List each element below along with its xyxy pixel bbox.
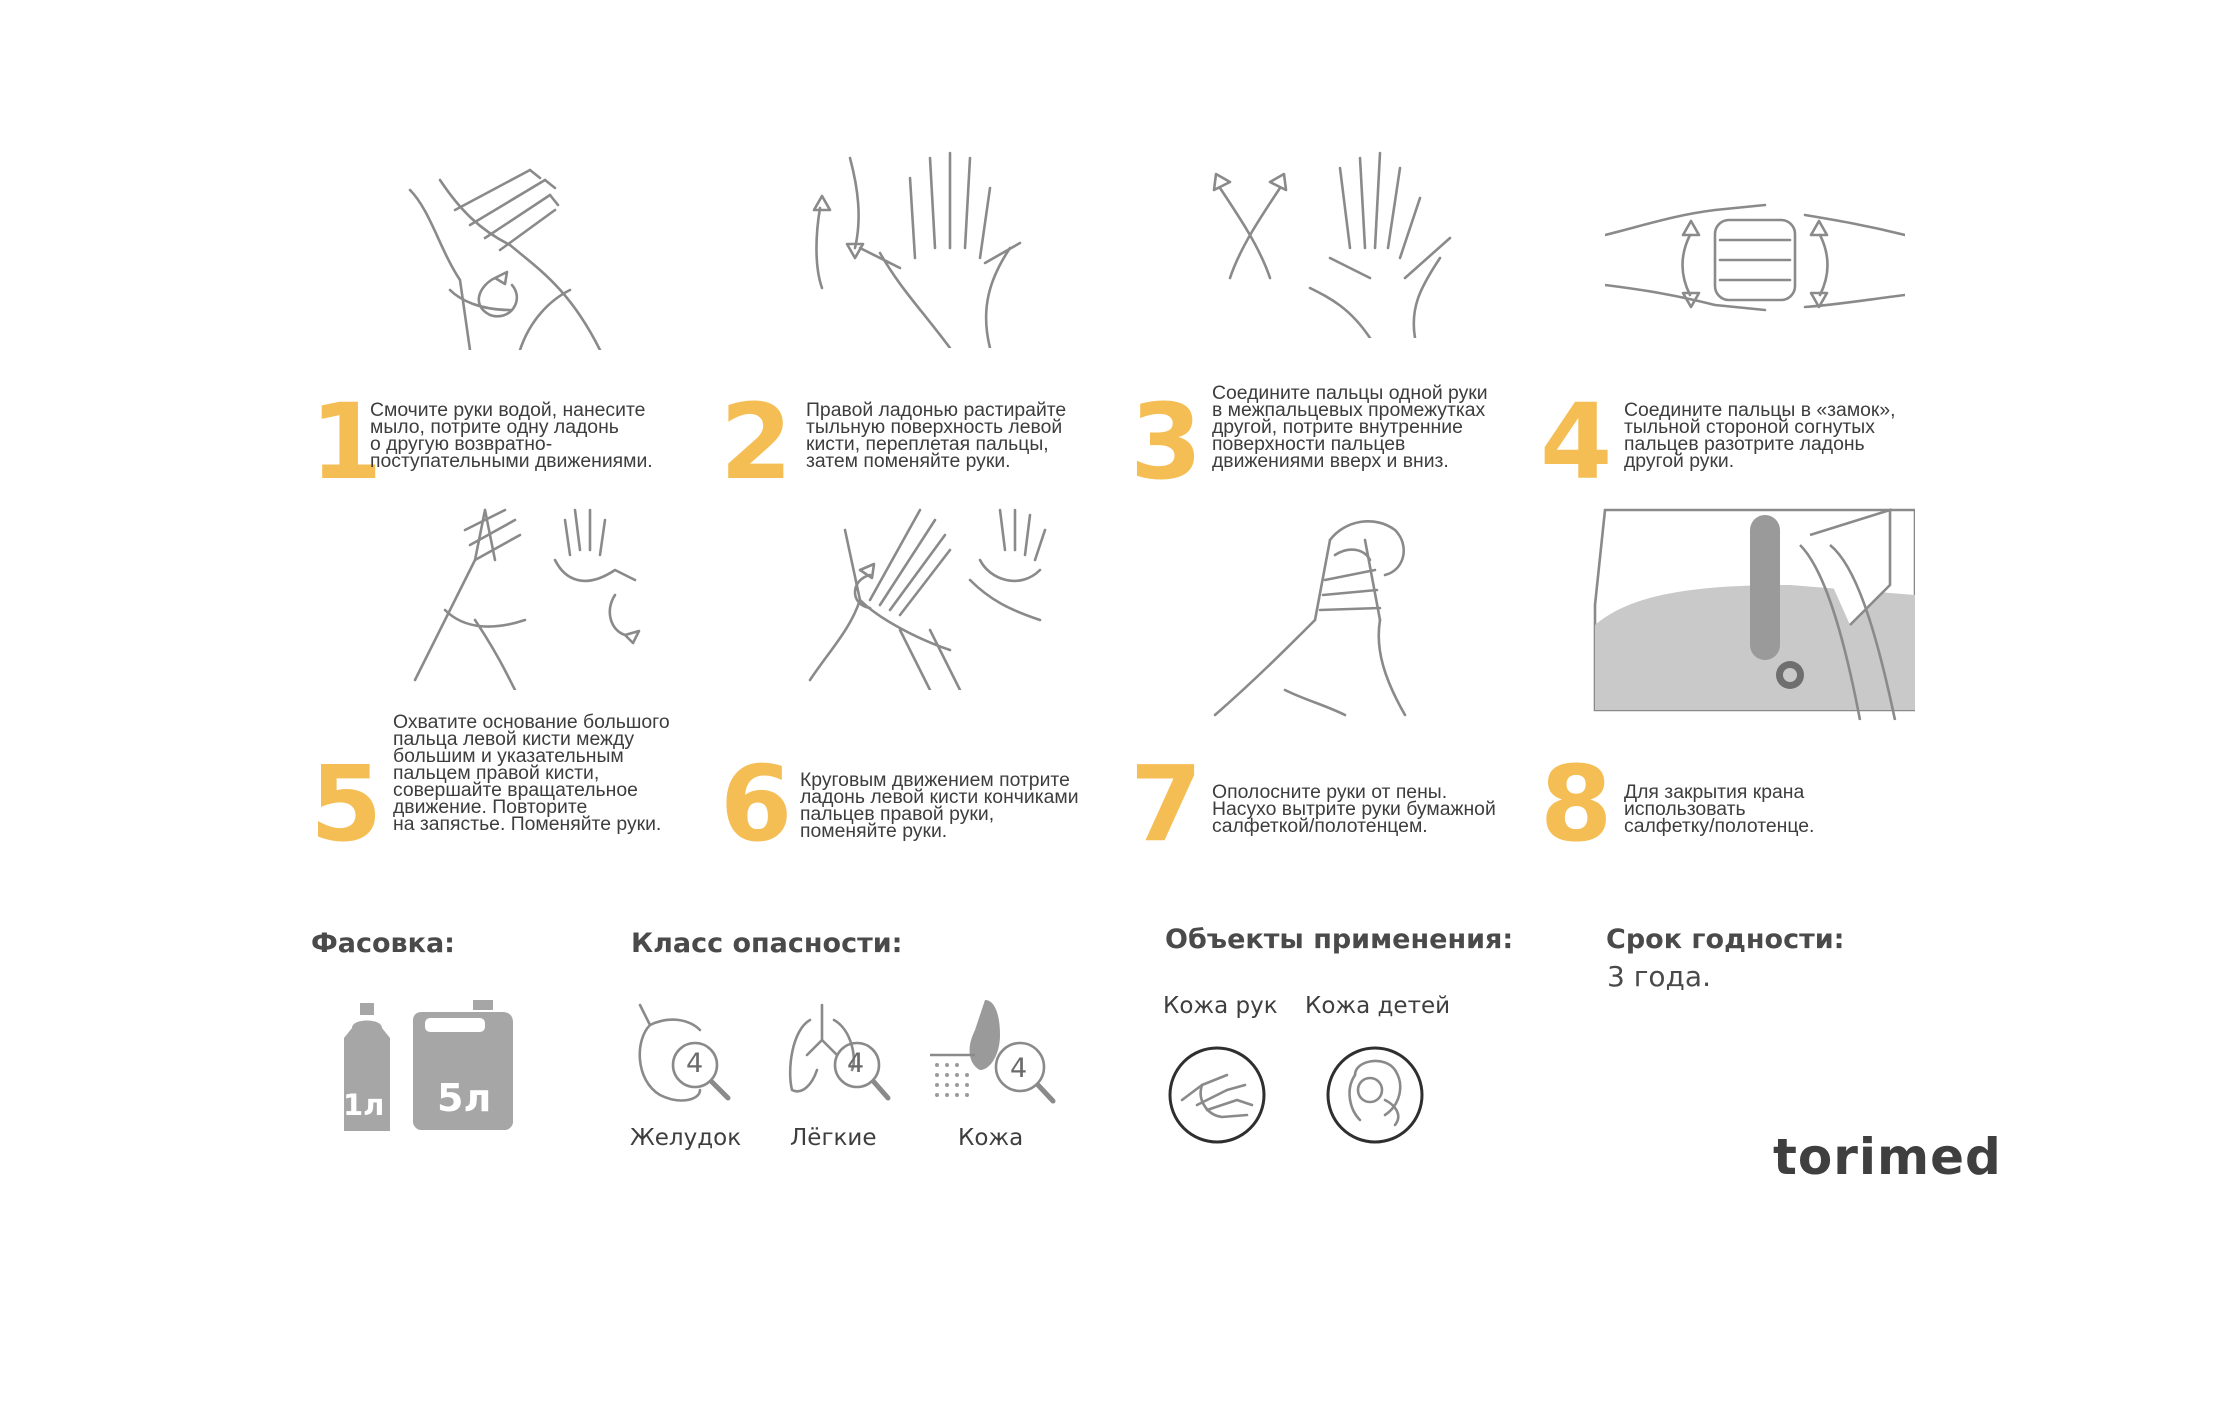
step-5-text: Охватите основание большого пальца левой кисти между большим и указательным пальцем правой кисти, совершайте вращательное движение. Повторите на запястье. Поменяйте руки.	[393, 712, 670, 835]
step-3-text: Соедините пальцы одной руки в межпальцевых промежутках другой, потрите внутренние поверхности пальцев движениями вверх и вниз.	[1212, 383, 1488, 472]
step-8-text: Для закрытия крана использовать салфетку/полотенце.	[1624, 782, 1815, 837]
skin-icon	[925, 995, 1065, 1115]
stomach-hazard-class: 4	[686, 1048, 704, 1079]
step-7-illustration	[1205, 500, 1455, 720]
brand-logo: torimed	[1773, 1128, 2002, 1186]
child-label: Кожа детей	[1305, 993, 1451, 1019]
hazard-title: Класс опасности:	[631, 928, 903, 959]
step-2-text: Правой ладонью растирайте тыльную поверхность левой кисти, переплетая пальцы, затем поменяйте руки.	[806, 400, 1067, 472]
step-2-number: 2	[720, 381, 793, 503]
step-7-text: Ополосните руки от пены. Насухо вытрите руки бумажной салфеткой/полотенцем.	[1212, 782, 1496, 837]
step-8-illustration	[1590, 505, 1915, 725]
step-1-illustration	[400, 150, 640, 350]
child-icon	[1325, 1045, 1425, 1150]
skin-label: Кожа	[958, 1125, 1024, 1151]
stomach-label: Желудок	[630, 1125, 742, 1151]
bottle-volume-label: 1л	[343, 1088, 385, 1122]
skin-hazard-class: 4	[1010, 1053, 1028, 1084]
stomach-icon	[630, 1000, 740, 1115]
step-7-number: 7	[1130, 743, 1203, 865]
step-4-text: Соедините пальцы в «замок», тыльной стороной согнутых пальцев разотрите ладонь другой руки.	[1624, 400, 1896, 472]
shelf-life-value: 3 года.	[1607, 960, 1711, 993]
step-4-illustration	[1605, 195, 1905, 325]
lungs-icon	[782, 1000, 892, 1115]
step-3-number: 3	[1130, 381, 1203, 503]
step-6-illustration	[800, 500, 1060, 690]
lungs-label: Лёгкие	[790, 1125, 877, 1151]
step-3-illustration	[1210, 138, 1480, 338]
hands-label: Кожа рук	[1163, 993, 1278, 1019]
step-4-number: 4	[1540, 381, 1613, 503]
step-8-number: 8	[1540, 743, 1613, 865]
step-1-number: 1	[310, 381, 383, 503]
step-1-text: Смочите руки водой, нанесите мыло, потрите одну ладонь о другую возвратно- поступательными движениями.	[370, 400, 653, 472]
hands-icon	[1167, 1045, 1267, 1150]
shelf-life-title: Срок годности:	[1606, 924, 1845, 955]
step-6-text: Круговым движением потрите ладонь левой кисти кончиками пальцев правой руки, поменяйте руки.	[800, 770, 1079, 842]
lungs-hazard-class: 4	[847, 1048, 865, 1079]
step-5-illustration	[405, 500, 645, 690]
canister-volume-label: 5л	[437, 1076, 492, 1120]
step-2-illustration	[810, 138, 1050, 348]
step-6-number: 6	[720, 743, 793, 865]
application-title: Объекты применения:	[1165, 924, 1514, 955]
step-5-number: 5	[310, 743, 383, 865]
packaging-title: Фасовка:	[311, 928, 455, 959]
